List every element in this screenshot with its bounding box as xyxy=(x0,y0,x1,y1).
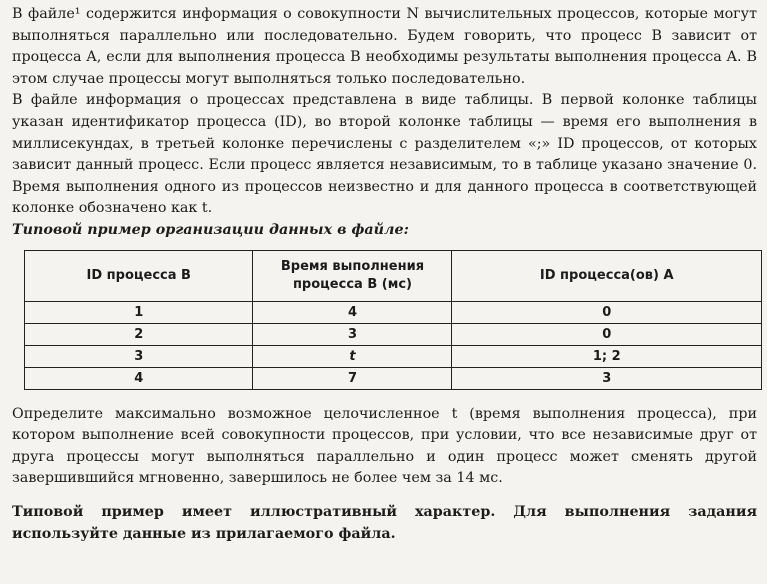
cell-deps: 0 xyxy=(452,323,762,345)
table-row xyxy=(25,345,762,367)
intro-paragraph-1: В файле¹ содержится информация о совокупности N вычислительных процессов, которые могут выполняться параллельно или последовательно. Будем говорить, что процесс B зависит от процесса A, если для выполнения процесса B необходимы результаты выполнения процесса A. В этом случае процессы могут выполняться только последовательно. xyxy=(12,6,757,87)
cell-deps: 0 xyxy=(452,301,762,323)
header-time: Время выполнения процесса B (мс) xyxy=(253,250,452,301)
cell-id: 3 xyxy=(25,345,253,367)
cell-id: 4 xyxy=(25,367,253,389)
cell-time: 3 xyxy=(253,323,452,345)
header-id-b: ID процесса B xyxy=(25,250,253,301)
cell-id: 1 xyxy=(25,301,253,323)
cell-deps: 3 xyxy=(452,367,762,389)
cell-id: 2 xyxy=(25,323,253,345)
cell-deps: 1; 2 xyxy=(452,345,762,367)
intro-paragraph-2: В файле информация о процессах представлена в виде таблицы. В первой колонке таблицы указан идентификатор процесса (ID), во второй колонке таблицы — время его выполнения в миллисекундах, в третьей колонке перечислены с разделителем «;» ID процессов, от которых зависит данный процесс. Если процесс является независимым, то в таблице указано значение 0. Время выполнения одного из процессов неизвестно и для данного процесса в соответствующей колонке обозначено как t. xyxy=(12,92,757,217)
header-id-a: ID процесса(ов) A xyxy=(452,250,762,301)
cell-time: 7 xyxy=(253,367,452,389)
cell-time: t xyxy=(253,345,452,367)
table-header-row xyxy=(25,250,762,301)
table-caption: Типовой пример организации данных в файле: xyxy=(12,221,409,238)
table-row xyxy=(25,323,762,345)
question-text: Определите максимально возможное целочисленное t (время выполнения процесса), при котором выполнение всей совокупности процессов, при условии, что все независимые друг от друга процессы могут выполняться параллельно и один процесс может сменять другой завершившийся мгновенно, завершилось не более чем за 14 мс. xyxy=(12,405,757,487)
table-row xyxy=(25,301,762,323)
table-row xyxy=(25,367,762,389)
note-text: Типовой пример имеет иллюстративный характер. Для выполнения задания используйте данные из прилагаемого файла. xyxy=(12,503,757,542)
process-table xyxy=(24,250,762,390)
cell-time: 4 xyxy=(253,301,452,323)
